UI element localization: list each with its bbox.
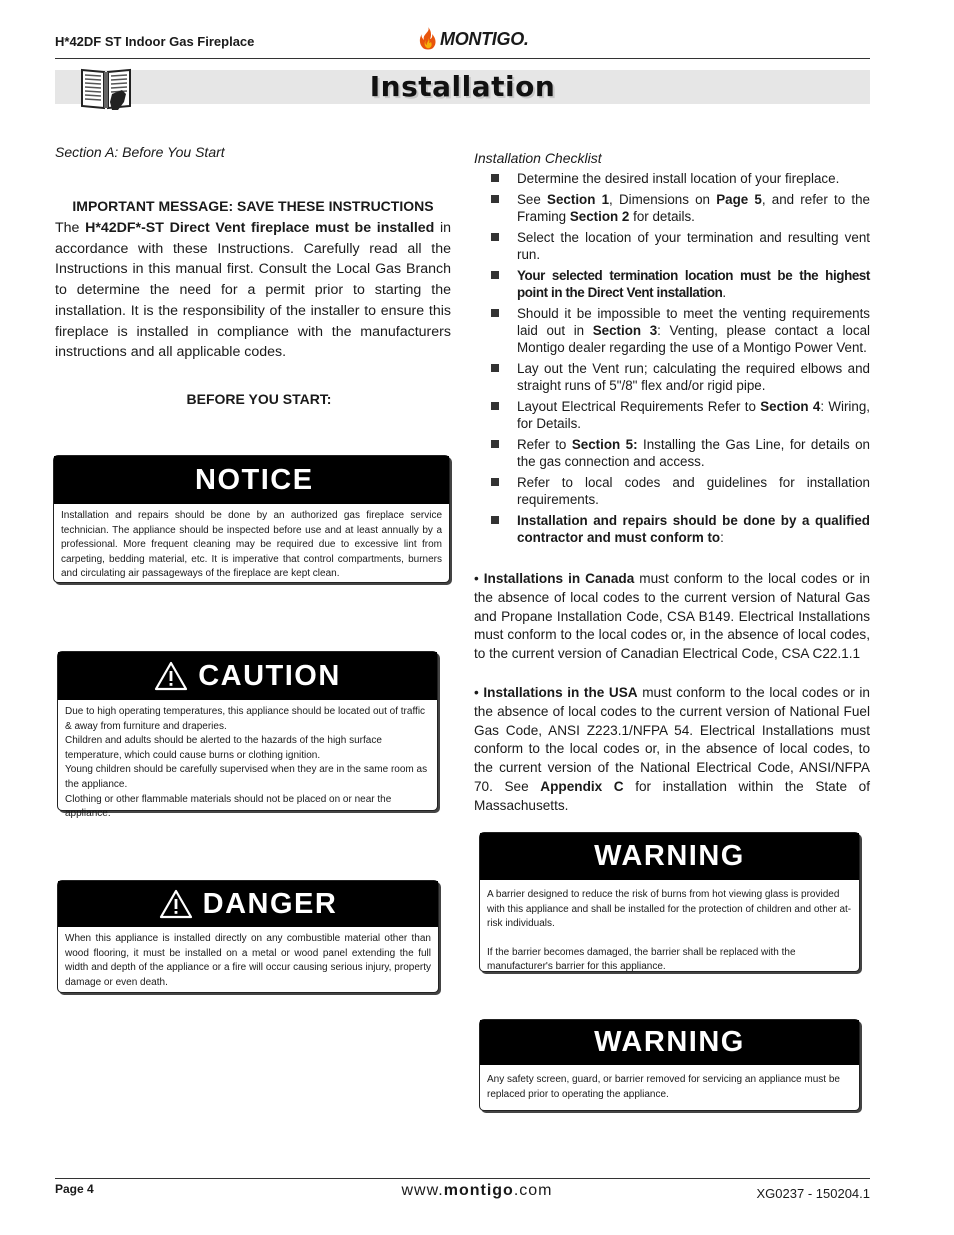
checklist-item [474,170,870,187]
square-bullet-icon [491,233,499,241]
square-bullet-icon [491,478,499,486]
item-bold: Installation and repairs should be done by a qualified contractor and must conform to [517,513,870,545]
danger-title: DANGER [202,887,338,920]
checklist-item [474,229,870,263]
checklist-item [474,436,870,470]
item-text: Determine the desired install location of your fireplace. [517,171,840,186]
url-domain: montigo [443,1182,514,1199]
square-bullet-icon [491,174,499,182]
item-bold: Section 2 [569,209,630,224]
page-number: Page 4 [55,1182,94,1196]
logo-wordmark: MONTIGO. [440,28,529,49]
flame-icon [418,26,438,52]
appendix-link: Appendix C [540,778,624,794]
canada-text: must conform to the local codes or in the absence of local codes to the current version of Natural Gas and Propane Installation Code, CSA B149. Electrical Installations must conform to the local codes or, in the absence of local codes, to the current version of Canadian Electrical Code, CSA C22.1.1 [474,571,870,662]
square-bullet-icon [491,516,499,524]
caution-box [57,651,438,820]
item-bold: Section 4 [760,399,821,414]
square-bullet-icon [491,364,499,372]
banner-title: Installation [369,70,556,103]
warning-text: If the barrier becomes damaged, the barrier shall be replaced with the manufacturer's barrier for this appliance. [487,946,796,973]
item-text: Lay out the Vent run; calculating the required elbows and straight runs of 5"/8" flex and/or rigid pipe. [517,361,870,393]
warning-body [480,880,859,980]
item-bold: Section 5: [571,437,638,452]
usa-text-end: for installation within the State of Massachusetts. [474,778,870,813]
caution-line: Children and adults should be alerted to the hazards of the high surface temperature, which could cause burns or clothing ignition. [65,735,382,761]
item-text: , and refer to the Framing [517,192,871,224]
bullet: • [474,571,484,586]
item-text: Layout Electrical Requirements Refer to [517,399,761,414]
warning-header [480,833,859,880]
checklist-item [474,398,870,432]
checklist-item [474,360,870,394]
canada-bold: Installations in Canada [483,571,635,586]
notice-body [54,504,449,587]
warning-box-screen [479,1019,860,1111]
item-bold: Section 1 [547,192,610,207]
danger-text: When this appliance is installed directly on any combustible material other than wood flooring, it must be installed on a metal or wood panel extending the full width and depth of the appliance or a fire will occur causing serious injury, property damage or even death. [65,933,431,988]
warning-triangle-icon [154,661,188,691]
installation-checklist [474,170,870,546]
item-text: for details. [629,209,695,224]
item-text: . [722,285,727,300]
warning-header [480,1020,859,1065]
warning-box-barrier [479,832,860,972]
checklist-item [474,474,870,508]
usa-paragraph [474,684,870,816]
warning-text: A barrier designed to reduce the risk of burns from hot viewing glass is provided with this appliance and shall be installed for the protection of children and other at-risk individuals. [487,889,852,930]
section-banner [55,70,870,104]
square-bullet-icon [491,309,499,317]
right-column [474,150,870,816]
square-bullet-icon [491,402,499,410]
danger-body [58,927,438,995]
montigo-logo [418,26,529,52]
square-bullet-icon [491,271,499,279]
square-bullet-icon [491,440,499,448]
url-prefix: www. [401,1182,444,1199]
item-text: : Venting, please contact a local Montigo dealer regarding the use of a Montigo Power Vent. [517,323,870,355]
section-a-title: Section A: Before You Start [55,144,225,160]
intro-text: The [55,220,86,236]
notice-box [53,455,450,583]
checklist-title: Installation Checklist [474,150,602,166]
usa-bold: Installations in the USA [483,684,638,700]
intro-bold: H*42DF*-ST Direct Vent fireplace must be installed [85,220,435,236]
item-text: Installing the Gas Line, for details on the gas connection and access. [517,437,870,469]
caution-header [58,652,437,700]
left-column [55,144,451,407]
important-heading: IMPORTANT MESSAGE: SAVE THESE INSTRUCTIONS [72,198,434,214]
item-text: Refer to [517,437,572,452]
warning-triangle-icon [159,889,193,919]
item-bold: Page 5 [716,192,762,207]
item-text: See [517,192,548,207]
checklist-item [474,267,870,301]
warning-title: WARNING [594,1026,745,1058]
checklist-item [474,305,870,356]
notice-header [54,456,449,504]
manual-icon [78,64,134,114]
item-text: , Dimensions on [609,192,717,207]
square-bullet-icon [491,195,499,203]
checklist-item [474,512,870,546]
document-title: H*42DF ST Indoor Gas Fireplace [55,34,255,49]
checklist-item [474,191,870,225]
intro-text-rest: in accordance with these Instructions. Carefully read all the Instructions in this manual first. Consult the Local Gas Branch to determine the need for a permit prior to starting the installation. It is the responsibility of the installer to ensure this fireplace is installed in compliance with the manufacturers instructions and all applicable codes. [55,220,452,361]
item-bold: Your selected termination location must be the highest point in the Direct Vent installation [517,268,870,300]
item-bold: Section 3 [592,323,658,338]
item-text: Should it be impossible to meet the venting requirements laid out in [517,306,870,338]
header-divider [55,58,870,59]
caution-line: Young children should be carefully supervised when they are in the same room as the appliance. [65,764,428,790]
usa-text: must conform to the local codes or in the absence of local codes to the current version of National Fuel Gas Code, ANSI Z223.1/NFPA 54. Electrical Installations must conform to the local codes or, in the absence of local codes, to the current version of the National Electrical Code, ANSI/NFPA 70. See [474,684,870,794]
caution-line: Due to high operating temperatures, this appliance should be located out of traffic & away from furniture and draperies. [65,706,426,732]
caution-title: CAUTION [198,659,341,692]
item-text: : Wiring, for Details. [517,399,870,431]
item-text: : [720,530,724,545]
danger-box [57,880,439,993]
caution-body [58,700,437,827]
warning-body [480,1065,859,1107]
item-text: Select the location of your termination and resulting vent run. [517,230,870,262]
url-suffix: .com [513,1182,553,1199]
warning-text: Any safety screen, guard, or barrier removed for servicing an appliance must be replaced prior to operating the appliance. [487,1074,840,1100]
before-you-start-heading: BEFORE YOU START: [186,390,332,407]
bullet: • [474,684,484,700]
document-id: XG0237 - 150204.1 [756,1186,870,1201]
caution-line: Clothing or other flammable materials should not be placed on or near the appliance. [65,793,392,820]
footer-divider [55,1178,870,1179]
notice-text: Installation and repairs should be done by an authorized gas fireplace service technician. The appliance should be inspected before use and at least annually by a professional. More frequent cleaning may be required due to excessive lint from carpeting, bedding material, etc. It is imperative that control compartments, burners and circulating air passageways of the fireplace are kept clean. [61,510,442,580]
danger-header [58,881,438,927]
notice-title: NOTICE [195,463,314,496]
warning-title: WARNING [594,840,745,872]
intro-paragraph [55,218,451,363]
canada-paragraph [474,570,870,664]
item-text: Refer to local codes and guidelines for installation requirements. [517,475,870,507]
